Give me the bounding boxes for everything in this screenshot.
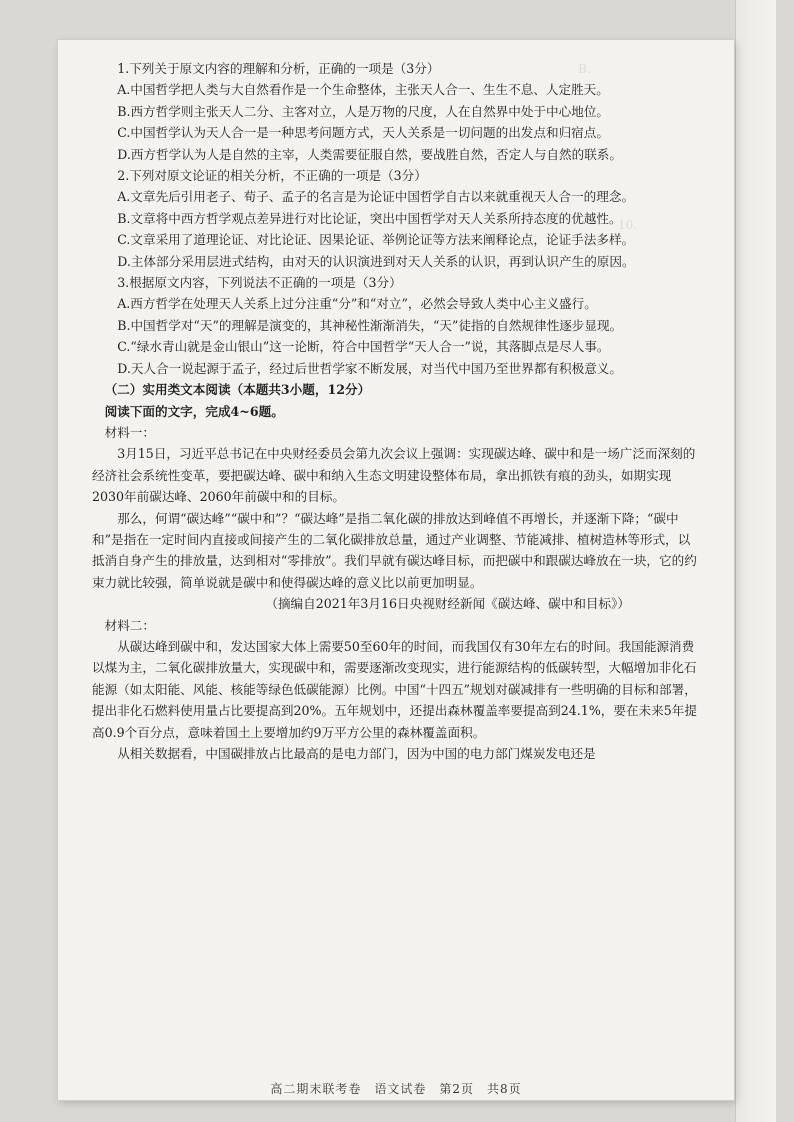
- paragraph: 从相关数据看，中国碳排放占比最高的是电力部门，因为中国的电力部门煤炭发电还是: [117, 746, 596, 761]
- page-edge-strip: [735, 0, 776, 1122]
- paragraph: D.天人合一说起源于孟子，经过后世哲学家不断发展，对当代中国乃至世界都有积极意义。: [117, 360, 622, 376]
- paragraph: D.西方哲学认为人是自然的主宰，人类需要征服自然，要战胜自然，否定人与自然的联系。: [117, 146, 622, 162]
- bleed-through-text: B.: [578, 62, 591, 76]
- paragraph: B.中国哲学对“天”的理解是演变的，其神秘性渐渐消失，“天”徒指的自然规律性逐步显现。: [117, 317, 623, 333]
- paragraph: A.西方哲学在处理天人关系上过分注重“分”和“对立”，必然会导致人类中心主义盛行。: [117, 296, 597, 312]
- instruction-text: 阅读下面的文字，完成4~6题。: [104, 403, 284, 419]
- paragraph: A.文章先后引用老子、荀子、孟子的名言是为论证中国哲学自古以来就重视天人合一的理念。: [117, 189, 635, 205]
- paragraph: C.文章采用了道理论证、对比论证、因果论证、举例论证等方法来阐释论点，论证手法多样。: [117, 232, 635, 248]
- document-body: [92, 58, 702, 764]
- paragraph: C.“绿水青山就是金山银山”这一论断，符合中国哲学“天人合一”说，其落脚点是尽人事。: [117, 339, 610, 355]
- paragraph: B.文章将中西方哲学观点差异进行对比论证，突出中国哲学对天人关系所持态度的优越性。: [117, 210, 622, 226]
- bleed-through-text: 10.: [618, 218, 638, 232]
- paragraph: B.西方哲学则主张天人二分、主客对立，人是万物的尺度，人在自然界中处于中心地位。: [117, 103, 610, 119]
- material-label: 材料一：: [104, 424, 155, 440]
- material-label: 材料二：: [104, 617, 155, 633]
- paragraph: A.中国哲学把人类与大自然看作是一个生命整体，主张天人合一、生生不息、人定胜天。: [117, 82, 609, 98]
- paragraph: 3月15日，习近平总书记在中央财经委员会第九次会议上强调：实现碳达峰、碳中和是一场广泛而深刻的经济社会系统性变革，要把碳达峰、碳中和纳入生态文明建设整体布局，拿出抓铁有痕的劲头，如期实现2030年前碳达峰、2060年前碳中和的目标。: [92, 446, 696, 505]
- paragraph: 那么，何谓“碳达峰”“碳中和”？“碳达峰”是指二氧化碳的排放达到峰值不再增长，并逐渐下降；“碳中和”是指在一定时间内直接或间接产生的二氧化碳排放总量，通过产业调整、节能减排、植树造林等形式，以抵消自身产生的排放量，达到相对“零排放”。我们早就有碳达峰目标，而把碳中和跟碳达峰放在一块，它的约束力就比较强，简单说就是碳中和使得碳达峰的意义比以前更加明显。: [92, 510, 697, 590]
- paragraph: 2.下列对原文论证的相关分析，不正确的一项是（3分）: [117, 168, 427, 184]
- paragraph: 从碳达峰到碳中和，发达国家大体上需要50至60年的时间，而我国仅有30年左右的时间。我国能源消费以煤为主，二氧化碳排放量大，实现碳中和，需要逐渐改变现实，进行能源结构的低碳转型，大幅增加非化石能源（如太阳能、风能、核能等绿色低碳能源）比例。中国“十四五”规划对碳减排有一些明确的目标和部署，提出非化石燃料使用量占比要提高到20%。五年规划中，还提出森林覆盖率要提高到24.1%，要在未来5年提高0.9个百分点，意味着国土上要增加约9万平方公里的森林覆盖面积。: [92, 638, 697, 740]
- paragraph: D.主体部分采用层进式结构，由对天的认识演进到对天人关系的认识，再到认识产生的原因。: [117, 253, 635, 269]
- paragraph: 1.下列关于原文内容的理解和分析，正确的一项是（3分）: [117, 61, 440, 76]
- paragraph: 3.根据原文内容，下列说法不正确的一项是（3分）: [117, 275, 402, 291]
- paragraph: C.中国哲学认为天人合一是一种思考问题方式，天人关系是一切问题的出发点和归宿点。: [117, 125, 609, 141]
- source-citation: （摘编自2021年3月16日央视财经新闻《碳达峰、碳中和目标》）: [265, 596, 630, 612]
- exam-page: [58, 40, 734, 1100]
- section-title: （二）实用类文本阅读（本题共3小题，12分）: [104, 382, 371, 398]
- page-footer: 高二期末联考卷 语文试卷 第2页 共8页: [270, 1082, 522, 1096]
